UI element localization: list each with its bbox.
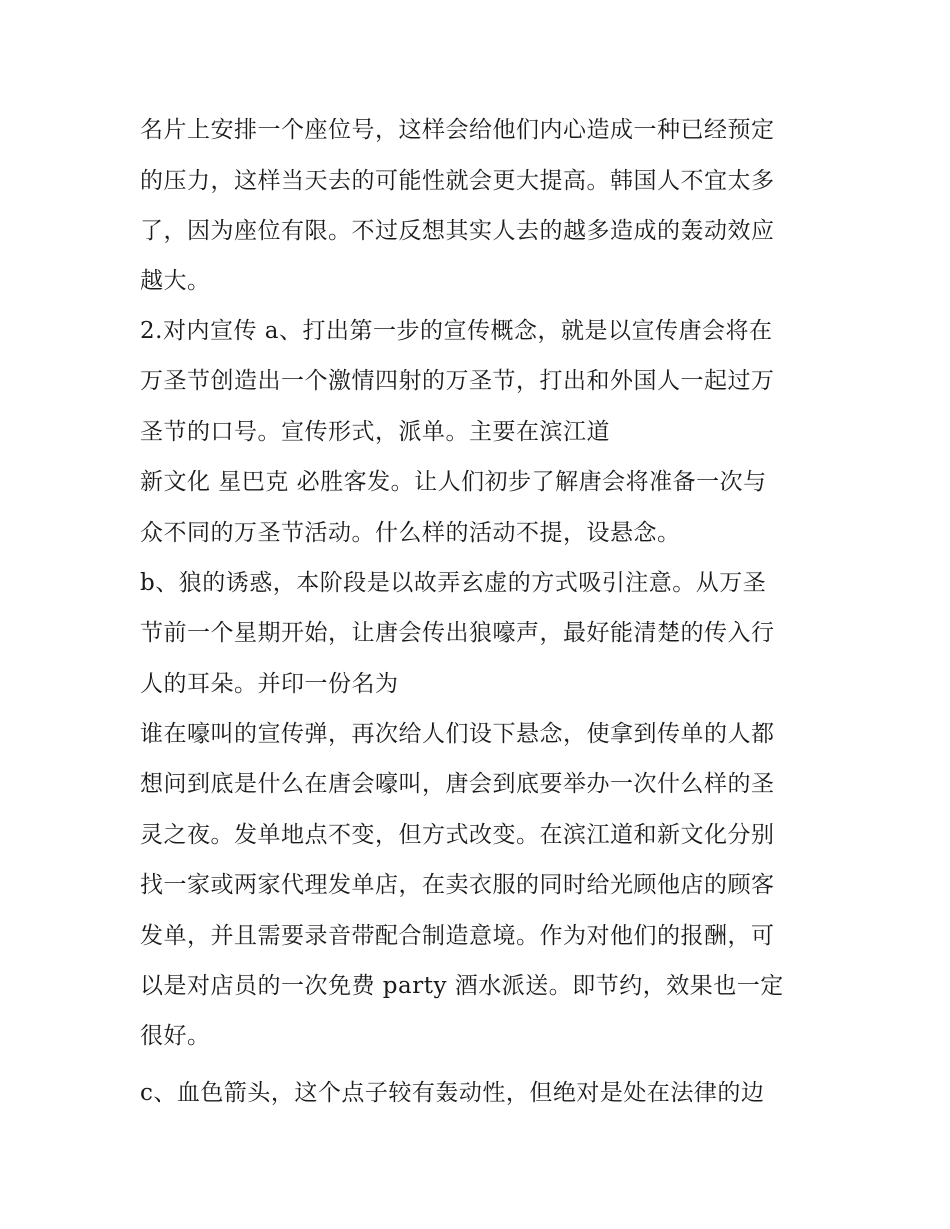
text-line: 人的耳朵。并印一份名为 xyxy=(140,671,399,697)
text-line: 万圣节创造出一个激情四射的万圣节，打出和外国人一起过万 xyxy=(140,368,775,394)
text-line: 2.对内宣传 a、打出第一步的宣传概念，就是以宣传唐会将在 xyxy=(140,318,773,344)
text-line: 灵之夜。发单地点不变，但方式改变。在滨江道和新文化分别 xyxy=(140,822,775,848)
text-line: 以是对店员的一次免费 party 酒水派送。即节约，效果也一定 xyxy=(140,973,784,999)
text-line: 很好。 xyxy=(140,1023,211,1049)
text-line: 众不同的万圣节活动。什么样的活动不提，设悬念。 xyxy=(140,520,681,546)
text-line: 找一家或两家代理发单店，在卖衣服的同时给光顾他店的顾客 xyxy=(140,872,775,898)
text-line: 新文化 星巴克 必胜客发。让人们初步了解唐会将准备一次与 xyxy=(140,469,767,495)
text-line: 发单，并且需要录音带配合制造意境。作为对他们的报酬，可 xyxy=(140,923,775,949)
text-line: 的压力，这样当天去的可能性就会更大提高。韩国人不宜太多 xyxy=(140,168,775,194)
text-line: 圣节的口号。宣传形式，派单。主要在滨江道 xyxy=(140,419,610,445)
text-line: 谁在嚎叫的宣传弹，再次给人们设下悬念，使拿到传单的人都 xyxy=(140,721,775,747)
text-line: b、狼的诱惑，本阶段是以故弄玄虚的方式吸引注意。从万圣 xyxy=(140,570,767,596)
text-line: 名片上安排一个座位号，这样会给他们内心造成一种已经预定 xyxy=(140,117,775,143)
text-line: c、血色箭头，这个点子较有轰动性，但绝对是处在法律的边 xyxy=(140,1080,765,1106)
text-line: 想问到底是什么在唐会嚎叫，唐会到底要举办一次什么样的圣 xyxy=(140,771,775,797)
text-line: 越大。 xyxy=(140,268,211,294)
text-line: 节前一个星期开始，让唐会传出狼嚎声，最好能清楚的传入行 xyxy=(140,620,775,646)
text-line: 了，因为座位有限。不过反想其实人去的越多造成的轰动效应 xyxy=(140,218,775,244)
